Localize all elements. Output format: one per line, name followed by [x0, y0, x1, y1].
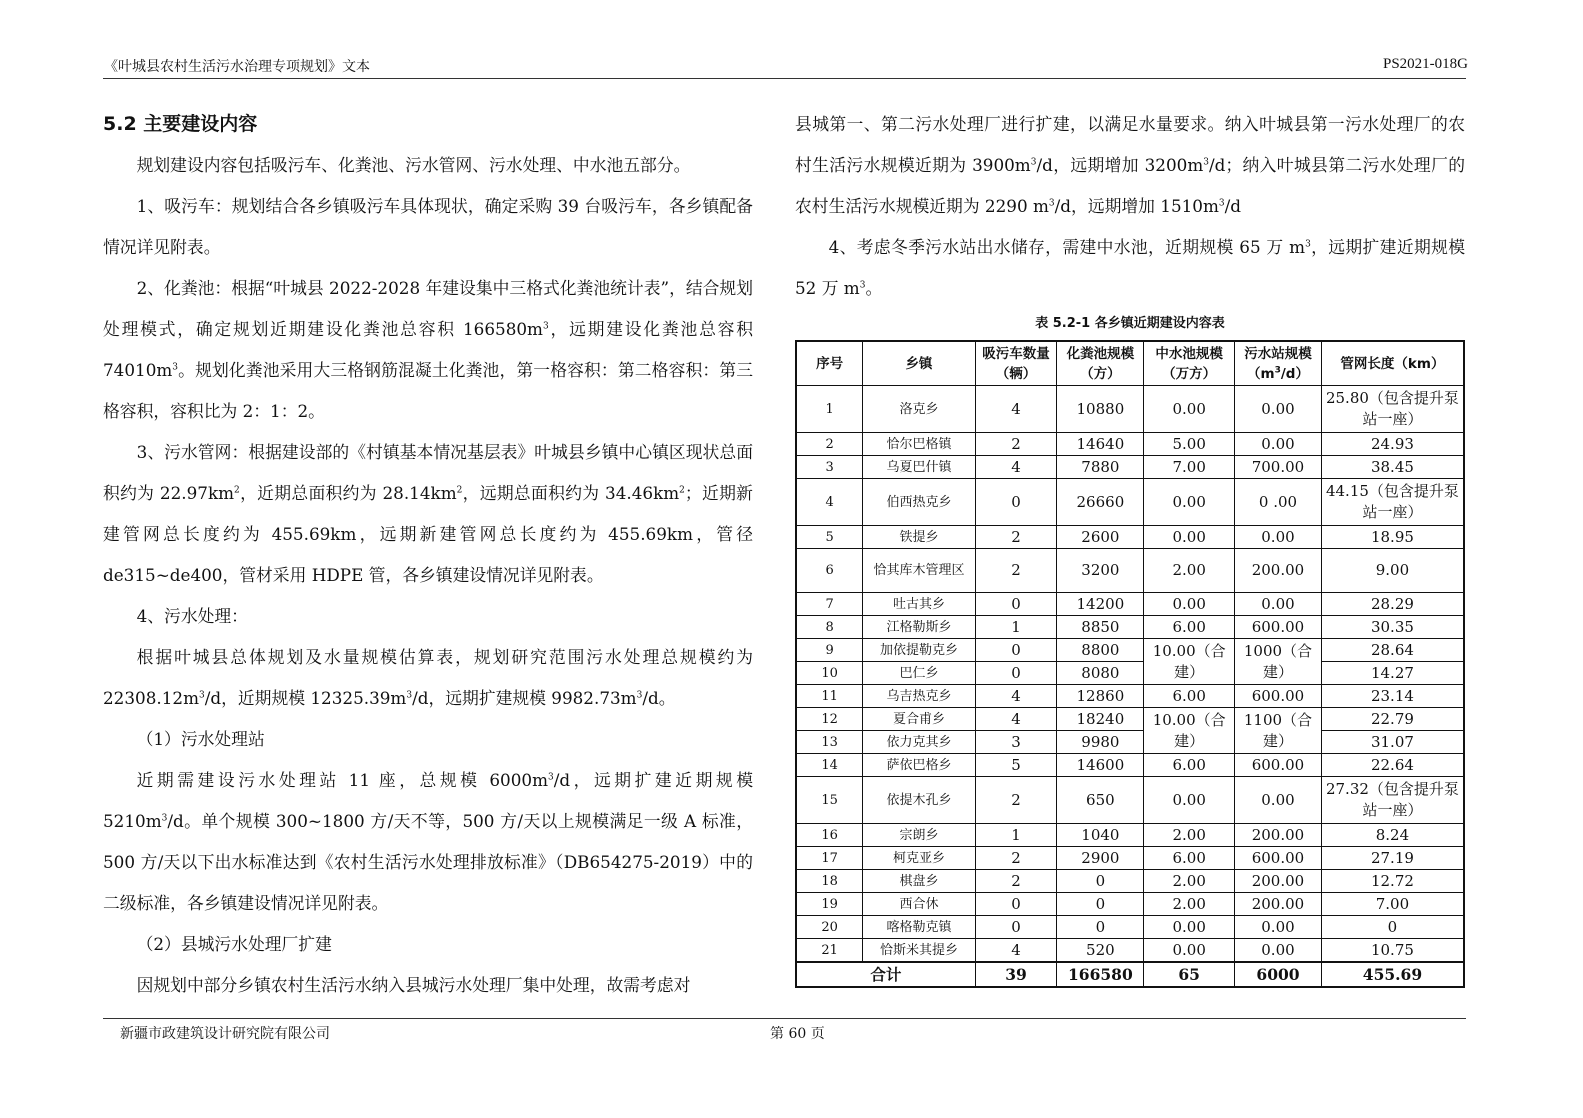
cell-pool: 10.00（合建）: [1144, 708, 1235, 754]
cell-truck: 4: [975, 708, 1057, 731]
cell-no: 18: [796, 870, 863, 893]
header-title: 《叶城县农村生活污水治理专项规划》文本: [104, 59, 370, 75]
cell-tank: 0: [1057, 916, 1144, 939]
total-pool: 65: [1144, 962, 1235, 987]
cell-station: 600.00: [1235, 616, 1322, 639]
cell-truck: 2: [975, 433, 1057, 456]
cell-pipe: 30.35: [1321, 616, 1464, 639]
cell-pipe: 28.29: [1321, 593, 1464, 616]
cell-town: 柯克亚乡: [863, 847, 975, 870]
cell-town: 巴仁乡: [863, 662, 975, 685]
cell-pipe: 44.15（包含提升泵站一座）: [1321, 479, 1464, 526]
col-header-no: 序号: [796, 341, 863, 386]
cell-no: 13: [796, 731, 863, 754]
cell-tank: 26660: [1057, 479, 1144, 526]
cell-town: 宗朗乡: [863, 824, 975, 847]
total-truck: 39: [975, 962, 1057, 987]
cell-pool: 0.00: [1144, 916, 1235, 939]
cell-no: 4: [796, 479, 863, 526]
table-row: [796, 939, 1464, 963]
cell-tank: 1040: [1057, 824, 1144, 847]
cell-station: 0.00: [1235, 916, 1322, 939]
cell-no: 16: [796, 824, 863, 847]
col-header-station: 污水站规模$(m^3/d)$: [1235, 341, 1322, 386]
cell-truck: 0: [975, 593, 1057, 616]
cell-truck: 1: [975, 824, 1057, 847]
col-header-pipe: 管网长度（km）: [1321, 341, 1464, 386]
cell-station: 200.00: [1235, 824, 1322, 847]
cell-pipe: 31.07: [1321, 731, 1464, 754]
construction-table: [795, 340, 1465, 988]
cell-no: 9: [796, 639, 863, 662]
cell-pipe: 14.27: [1321, 662, 1464, 685]
cell-no: 1: [796, 386, 863, 433]
paragraph: 县城第一、第二污水处理厂进行扩建，以满足水量要求。纳入叶城县第一污水处理厂的农村生活污水规模近期为 $3900m^3/d$，远期增加 $3200m^3/d$；纳入叶城县第二污水处理厂的农村生活污水规模近期为 2290 $m^3/d$，远期增加 $1510m^3/d$: [795, 114, 1465, 216]
cell-truck: 4: [975, 386, 1057, 433]
cell-truck: 4: [975, 685, 1057, 708]
cell-tank: 9980: [1057, 731, 1144, 754]
total-pipe: 455.69: [1321, 962, 1464, 987]
cell-pool: 6.00: [1144, 754, 1235, 777]
cell-tank: 7880: [1057, 456, 1144, 479]
cell-pool: 0.00: [1144, 526, 1235, 549]
cell-station: 600.00: [1235, 754, 1322, 777]
cell-pool: 10.00（合建）: [1144, 639, 1235, 685]
section-heading: 5.2 主要建设内容: [103, 113, 258, 135]
cell-station: 600.00: [1235, 847, 1322, 870]
paragraph: 因规划中部分乡镇农村生活污水纳入县城污水处理厂集中处理，故需考虑对: [136, 975, 691, 995]
table-row: [796, 479, 1464, 526]
cell-no: 20: [796, 916, 863, 939]
cell-tank: 14600: [1057, 754, 1144, 777]
cell-truck: 2: [975, 549, 1057, 593]
paragraph: 4、污水处理：: [136, 606, 248, 626]
paragraph: 根据叶城县总体规划及水量规模估算表，规划研究范围污水处理总规模约为 $22308.12m^3/d$，近期规模 $12325.39m^3/d$，远期扩建规模 $9982.73m^3/d$。: [103, 647, 753, 708]
cell-no: 15: [796, 777, 863, 824]
cell-pool: 5.00: [1144, 433, 1235, 456]
col-header-town: 乡镇: [863, 341, 975, 386]
table-row: [796, 777, 1464, 824]
cell-pool: 2.00: [1144, 824, 1235, 847]
cell-truck: 2: [975, 777, 1057, 824]
cell-station: 1000（合建）: [1235, 639, 1322, 685]
cell-station: 200.00: [1235, 870, 1322, 893]
cell-pool: 2.00: [1144, 870, 1235, 893]
cell-truck: 1: [975, 616, 1057, 639]
cell-no: 11: [796, 685, 863, 708]
cell-pipe: 23.14: [1321, 685, 1464, 708]
table-header-row: [796, 341, 1464, 386]
cell-town: 加依提勒克乡: [863, 639, 975, 662]
cell-town: 恰斯米其提乡: [863, 939, 975, 963]
cell-pipe: 9.00: [1321, 549, 1464, 593]
cell-pool: 6.00: [1144, 847, 1235, 870]
right-column: [795, 104, 1465, 309]
table-row: [796, 870, 1464, 893]
footer-org: 新疆市政建筑设计研究院有限公司: [120, 1026, 330, 1042]
cell-pool: 6.00: [1144, 616, 1235, 639]
cell-station: 200.00: [1235, 549, 1322, 593]
cell-station: 0.00: [1235, 939, 1322, 963]
cell-truck: 0: [975, 479, 1057, 526]
cell-tank: 10880: [1057, 386, 1144, 433]
table-row: [796, 893, 1464, 916]
table-row: [796, 847, 1464, 870]
table-row: [796, 639, 1464, 662]
table-row: [796, 526, 1464, 549]
paragraph: 规划建设内容包括吸污车、化粪池、污水管网、污水处理、中水池五部分。: [136, 155, 691, 175]
table-row: [796, 386, 1464, 433]
cell-tank: 520: [1057, 939, 1144, 963]
cell-station: 700.00: [1235, 456, 1322, 479]
col-header-pool: 中水池规模（万方）: [1144, 341, 1235, 386]
cell-town: 江格勒斯乡: [863, 616, 975, 639]
cell-town: 铁提乡: [863, 526, 975, 549]
cell-station: 1100（合建）: [1235, 708, 1322, 754]
paragraph: 3、污水管网：根据建设部的《村镇基本情况基层表》叶城县乡镇中心镇区现状总面积约为 $22.97km^2$，近期总面积约为 $28.14km^2$，远期总面积约为 $34.46km^2$；近期新建管网总长度约为 455.69km，远期新建管网总长度约为 455.69km，管径 de315~de400，管材采用 HDPE 管，各乡镇建设情况详见附表。: [103, 442, 753, 585]
cell-truck: 0: [975, 916, 1057, 939]
cell-pipe: 18.95: [1321, 526, 1464, 549]
total-label: 合计: [796, 962, 975, 987]
cell-tank: 650: [1057, 777, 1144, 824]
cell-pipe: 22.79: [1321, 708, 1464, 731]
cell-town: 洛克乡: [863, 386, 975, 433]
cell-no: 3: [796, 456, 863, 479]
cell-truck: 4: [975, 939, 1057, 963]
cell-truck: 0: [975, 639, 1057, 662]
cell-truck: 3: [975, 731, 1057, 754]
paragraph: 近期需建设污水处理站 11 座，总规模 $6000m^3/d$，远期扩建近期规模 $5210m^3/d$。单个规模 300~1800 方/天不等，500 方/天以上规模满足一级 A 标准，500 方/天以下出水标准达到《农村生活污水处理排放标准》（DB654275-2019）中的二级标准，各乡镇建设情况详见附表。: [103, 770, 753, 913]
cell-truck: 2: [975, 870, 1057, 893]
cell-town: 乌夏巴什镇: [863, 456, 975, 479]
cell-tank: 12860: [1057, 685, 1144, 708]
cell-no: 19: [796, 893, 863, 916]
cell-no: 8: [796, 616, 863, 639]
col-header-tank: 化粪池规模（方）: [1057, 341, 1144, 386]
cell-pipe: 22.64: [1321, 754, 1464, 777]
cell-tank: 8080: [1057, 662, 1144, 685]
cell-pipe: 38.45: [1321, 456, 1464, 479]
cell-station: 200.00: [1235, 893, 1322, 916]
header-rule: [103, 78, 1466, 79]
table-row: [796, 616, 1464, 639]
table-row: [796, 685, 1464, 708]
cell-town: 喀格勒克镇: [863, 916, 975, 939]
table-row: [796, 916, 1464, 939]
cell-station: 0.00: [1235, 526, 1322, 549]
table-row: [796, 731, 1464, 754]
cell-pipe: 24.93: [1321, 433, 1464, 456]
cell-pipe: 7.00: [1321, 893, 1464, 916]
table-row: [796, 754, 1464, 777]
cell-station: 0.00: [1235, 433, 1322, 456]
cell-station: 0.00: [1235, 386, 1322, 433]
cell-pipe: 0: [1321, 916, 1464, 939]
cell-pipe: 10.75: [1321, 939, 1464, 963]
cell-pool: 7.00: [1144, 456, 1235, 479]
cell-truck: 0: [975, 662, 1057, 685]
cell-no: 6: [796, 549, 863, 593]
cell-no: 5: [796, 526, 863, 549]
cell-pool: 0.00: [1144, 386, 1235, 433]
paragraph: 2、化粪池：根据“叶城县 2022-2028 年建设集中三格式化粪池统计表”，结合规划处理模式，确定规划近期建设化粪池总容积 $166580m^3$，远期建设化粪池总容积 $74010m^3$。规划化粪池采用大三格钢筋混凝土化粪池，第一格容积：第二格容积：第三格容积，容积比为 2：1：2。: [103, 278, 753, 421]
cell-town: 依力克其乡: [863, 731, 975, 754]
cell-town: 恰其库木管理区: [863, 549, 975, 593]
table-caption: 表 5.2-1 各乡镇近期建设内容表: [1035, 316, 1225, 331]
cell-tank: 3200: [1057, 549, 1144, 593]
cell-town: 伯西热克乡: [863, 479, 975, 526]
total-station: 6000: [1235, 962, 1322, 987]
header-doc-number: PS2021-018G: [1382, 56, 1468, 72]
cell-tank: 14200: [1057, 593, 1144, 616]
cell-pipe: 12.72: [1321, 870, 1464, 893]
table-row: [796, 433, 1464, 456]
cell-pipe: 28.64: [1321, 639, 1464, 662]
cell-truck: 2: [975, 847, 1057, 870]
cell-station: 600.00: [1235, 685, 1322, 708]
cell-pool: 2.00: [1144, 549, 1235, 593]
cell-pool: 0.00: [1144, 479, 1235, 526]
paragraph: 4、考虑冬季污水站出水储存，需建中水池，近期规模 65 万 $m^3$，远期扩建近期规模 52 万 $m^3$。: [795, 237, 1465, 298]
cell-tank: 18240: [1057, 708, 1144, 731]
cell-truck: 5: [975, 754, 1057, 777]
cell-no: 10: [796, 662, 863, 685]
cell-tank: 2900: [1057, 847, 1144, 870]
cell-pool: 2.00: [1144, 893, 1235, 916]
cell-no: 21: [796, 939, 863, 963]
cell-tank: 14640: [1057, 433, 1144, 456]
col-header-truck: 吸污车数量（辆）: [975, 341, 1057, 386]
subheading: （1）污水处理站: [136, 729, 265, 749]
table-row: [796, 708, 1464, 731]
cell-town: 依提木孔乡: [863, 777, 975, 824]
table-row: [796, 549, 1464, 593]
cell-town: 夏合甫乡: [863, 708, 975, 731]
footer-page-number: 第 60 页: [770, 1026, 825, 1042]
cell-pool: 0.00: [1144, 593, 1235, 616]
cell-tank: 2600: [1057, 526, 1144, 549]
cell-pipe: 8.24: [1321, 824, 1464, 847]
cell-pipe: 27.19: [1321, 847, 1464, 870]
cell-pipe: 27.32（包含提升泵站一座）: [1321, 777, 1464, 824]
cell-no: 2: [796, 433, 863, 456]
cell-tank: 8800: [1057, 639, 1144, 662]
cell-truck: 2: [975, 526, 1057, 549]
cell-town: 萨依巴格乡: [863, 754, 975, 777]
cell-station: 0.00: [1235, 593, 1322, 616]
cell-station: 0 .00: [1235, 479, 1322, 526]
cell-town: 棋盘乡: [863, 870, 975, 893]
cell-no: 17: [796, 847, 863, 870]
cell-pool: 6.00: [1144, 685, 1235, 708]
left-column: [103, 104, 753, 1006]
table-row: [796, 824, 1464, 847]
paragraph: 1、吸污车：规划结合各乡镇吸污车具体现状，确定采购 39 台吸污车，各乡镇配备情况详见附表。: [103, 196, 753, 257]
footer-rule: [103, 1018, 1466, 1019]
total-tank: 166580: [1057, 962, 1144, 987]
cell-truck: 4: [975, 456, 1057, 479]
cell-town: 西合休: [863, 893, 975, 916]
cell-no: 7: [796, 593, 863, 616]
table-row: [796, 662, 1464, 685]
subheading: （2）县城污水处理厂扩建: [136, 934, 332, 954]
table-total-row: [796, 962, 1464, 987]
cell-tank: 8850: [1057, 616, 1144, 639]
cell-truck: 0: [975, 893, 1057, 916]
cell-tank: 0: [1057, 893, 1144, 916]
cell-pool: 0.00: [1144, 939, 1235, 963]
cell-station: 0.00: [1235, 777, 1322, 824]
cell-pool: 0.00: [1144, 777, 1235, 824]
cell-pipe: 25.80（包含提升泵站一座）: [1321, 386, 1464, 433]
cell-no: 14: [796, 754, 863, 777]
cell-town: 乌吉热克乡: [863, 685, 975, 708]
cell-town: 恰尔巴格镇: [863, 433, 975, 456]
cell-tank: 0: [1057, 870, 1144, 893]
cell-town: 吐古其乡: [863, 593, 975, 616]
cell-no: 12: [796, 708, 863, 731]
table-row: [796, 593, 1464, 616]
table-row: [796, 456, 1464, 479]
